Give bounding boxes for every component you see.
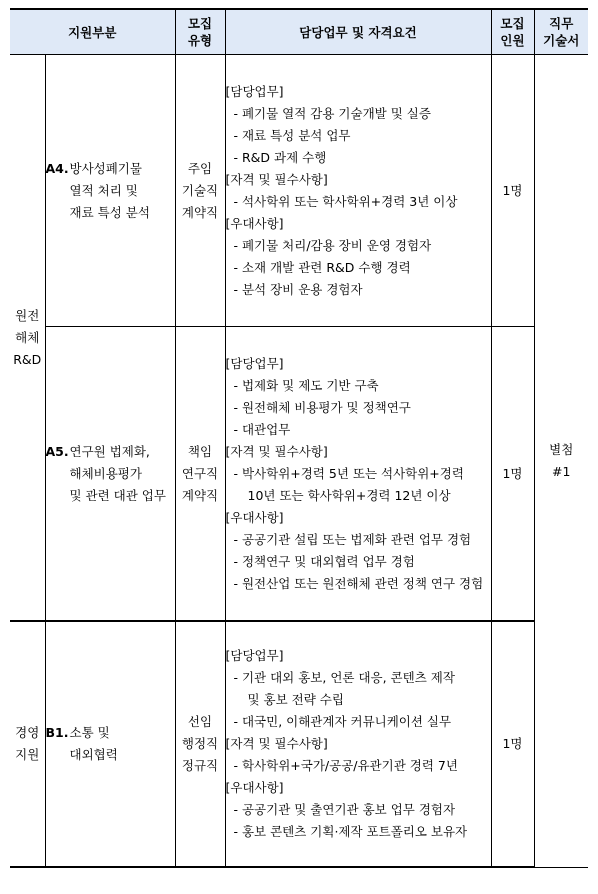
duty-line: - 석사학위 또는 학사학위+경력 3년 이상 [233, 193, 458, 209]
employment-type: 책임 연구직 계약직 [175, 327, 225, 622]
duty-line: 10년 또는 학사학위+경력 12년 이상 [247, 487, 451, 503]
headcount: 1명 [491, 55, 534, 327]
employment-type: 선임 행정직 정규직 [175, 621, 225, 867]
group-mgmt: 경영 지원 [10, 621, 45, 867]
employment-type: 주임 기술직 계약직 [175, 55, 225, 327]
table-row [10, 621, 588, 867]
position-code: A5. [45, 443, 69, 459]
duty-line: - 정책연구 및 대외협력 업무 경험 [233, 553, 415, 569]
section-heading: [자격 및 필수사항] [225, 736, 328, 751]
section-heading: [우대사항] [225, 509, 284, 525]
duty-line: - 홍보 콘텐츠 기획·제작 포트폴리오 보유자 [233, 824, 468, 839]
duty-cell [225, 621, 491, 867]
position-code: A4. [45, 160, 69, 176]
section-heading: [자격 및 필수사항] [225, 171, 328, 187]
group-rnd: 원전 해체 R&D [10, 55, 45, 622]
duty-cell [225, 55, 491, 327]
position-cell [45, 621, 175, 867]
section-heading: [우대사항] [225, 215, 284, 231]
header-type: 모집 유형 [175, 9, 225, 55]
header-area: 지원부분 [10, 9, 175, 55]
duty-line: - 원전해체 비용평가 및 정책연구 [233, 399, 411, 415]
duty-line: - 분석 장비 운용 경험자 [233, 281, 363, 297]
section-heading: [담당업무] [225, 83, 284, 99]
headcount: 1명 [491, 621, 534, 867]
header-duty: 담당업무 및 자격요건 [225, 9, 491, 55]
duty-line: - 공공기관 및 출연기관 홍보 업무 경험자 [233, 802, 456, 817]
duty-line: - 폐기물 처리/감용 장비 운영 경험자 [233, 237, 432, 253]
duty-line: - 기관 대외 홍보, 언론 대응, 콘텐츠 제작 [233, 670, 455, 685]
duty-cell [225, 327, 491, 622]
header-jd: 직무 기술서 [534, 9, 588, 55]
header-count: 모집 인원 [491, 9, 534, 55]
position-name: 소통 및 대외협력 [69, 725, 118, 762]
job-description-note: 별첨 #1 [534, 55, 588, 868]
duty-line: - 대관업무 [233, 421, 291, 437]
section-heading: [우대사항] [225, 780, 284, 795]
table-header-row [10, 9, 588, 55]
duty-line: - 공공기관 설립 또는 법제화 관련 업무 경험 [233, 531, 472, 547]
section-heading: [자격 및 필수사항] [225, 443, 328, 459]
section-heading: [담당업무] [225, 355, 284, 371]
duty-line: - 원전산업 또는 원전해체 관련 정책 연구 경험 [233, 575, 484, 591]
duty-line: - 학사학위+국가/공공/유관기관 경력 7년 [233, 758, 458, 773]
position-cell [45, 327, 175, 622]
position-name: 연구원 법제화, 해체비용평가 및 관련 대관 업무 [69, 443, 166, 503]
duty-line: - 소재 개발 관련 R&D 수행 경력 [233, 259, 411, 275]
recruitment-table [10, 8, 588, 868]
position-code: B1. [45, 725, 69, 740]
duty-line: - 박사학위+경력 5년 또는 석사학위+경력 [233, 465, 464, 481]
duty-line: 및 홍보 전략 수립 [247, 692, 344, 707]
section-heading: [담당업무] [225, 648, 284, 663]
position-cell [45, 55, 175, 327]
duty-line: - 법제화 및 제도 기반 구축 [233, 377, 379, 393]
duty-line: - 재료 특성 분석 업무 [233, 127, 351, 143]
position-name: 방사성폐기물 열적 처리 및 재료 특성 분석 [69, 160, 150, 220]
table-row [10, 327, 588, 622]
duty-line: - 대국민, 이해관계자 커뮤니케이션 실무 [233, 714, 452, 729]
duty-line: - R&D 과제 수행 [233, 149, 327, 165]
headcount: 1명 [491, 327, 534, 622]
table-row [10, 55, 588, 327]
duty-line: - 폐기물 열적 감용 기술개발 및 실증 [233, 105, 431, 121]
